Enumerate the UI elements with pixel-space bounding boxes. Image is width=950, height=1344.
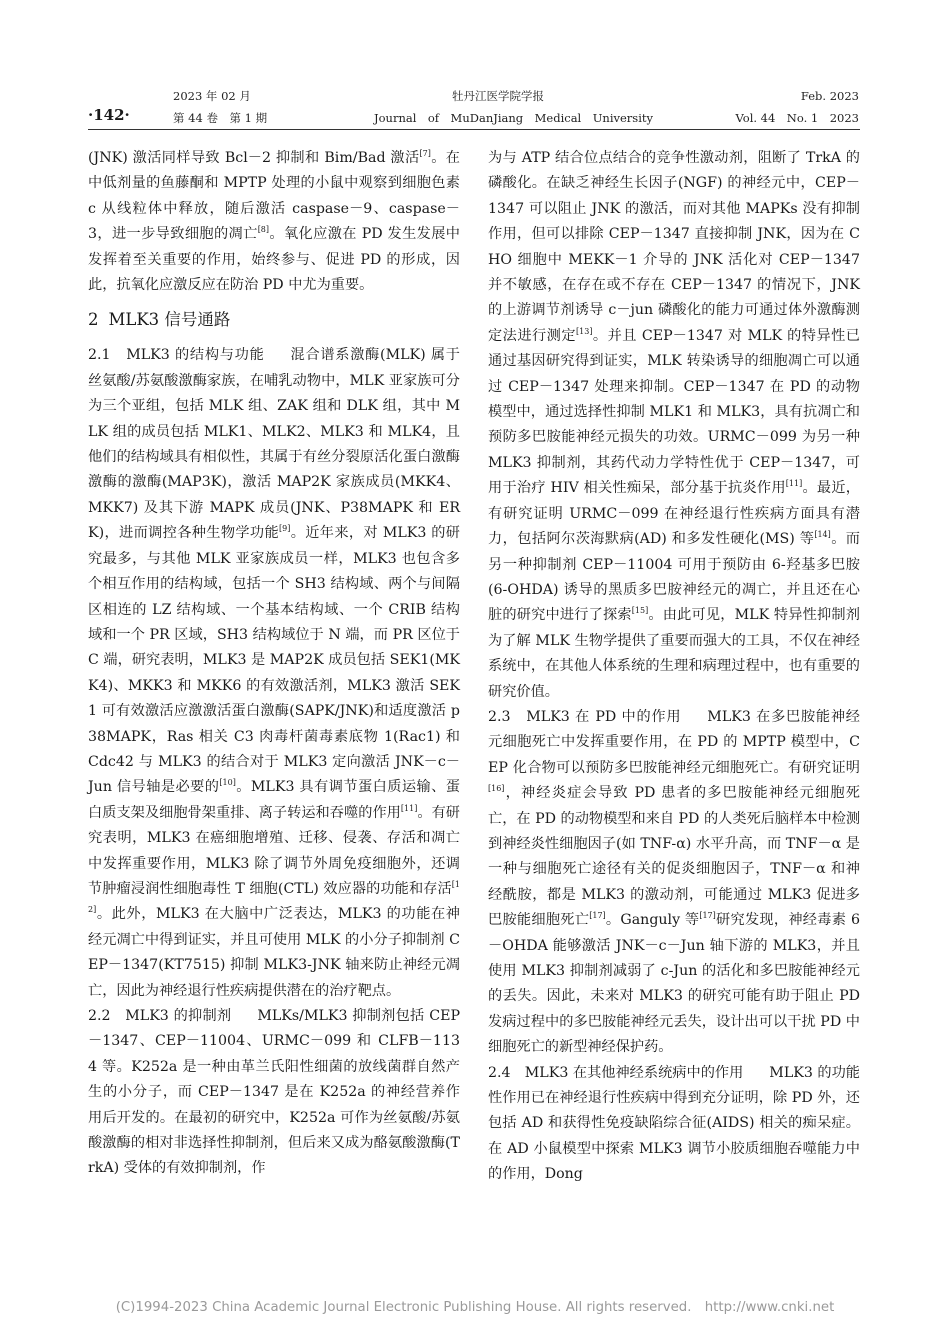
header-rule (88, 129, 860, 130)
citation-ref: [15] (631, 606, 649, 616)
header-volume-en: Vol. 44 No. 1 2023 (735, 111, 859, 125)
paragraph-2-1: 2.1 MLK3 的结构与功能 混合谱系激酶(MLK) 属于丝氨酸/苏氨酸激酶家族，在哺乳动物中，MLK 亚家族可分为三个亚组，包括 MLK 组、ZAK 组和 DLK 组，其中 MLK 组的成员包括 MLK1、MLK2、MLK3 和 MLK4，且他们的结构域具有相似性，其属于有丝分裂原活化蛋白激酶激酶的激酶(MAP3K)，激活 MAP2K 家族成员(MKK4、MKK7) 及其下游 MAPK 成员(JNK、P38MAPK 和 ERK)，进而调控各种生物学功能[9]。近年来，对 MLK3 的研究最多，与其他 MLK 亚家族成员一样，MLK3 也包含多个相互作用的结构域，包括一个 SH3 结构域、两个与间隔区相连的 LZ 结构域、一个基本结构域、一个 CRIB 结构域和一个 PR 区域，SH3 结构域位于 N 端，而 PR 区位于 C 端，研究表明，MLK3 是 MAP2K 成员包括 SEK1(MKK4)、MKK3 和 MKK6 的有效激活剂，MLK3 激活 SEK1 可有效激活应激激活蛋白激酶(SAPK/JNK)和适度激活 p38MAPK，Ras 相关 C3 肉毒杆菌毒素底物 1(Rac1) 和 Cdc42 与 MLK3 的结合对于 MLK3 定向激活 JNK－c－Jun 信号轴是必要的[10]。MLK3 具有调节蛋白质运输、蛋白质支架及细胞骨架重排、离子转运和吞噬的作用[11]。有研究表明，MLK3 在癌细胞增殖、迁移、侵袭、存活和凋亡中发挥重要作用，MLK3 除了调节外周免疫细胞外，还调节肿瘤浸润性细胞毒性 T 细胞(CTL) 效应器的功能和存活[12]。此外，MLK3 在大脑中广泛表达，MLK3 的功能在神经元凋亡中得到证实，并且可使用 MLK 的小分子抑制剂 CEP－1347(KT7515) 抑制 MLK3-JNK 轴来防止神经元凋亡，因此为神经退行性疾病提供潜在的治疗靶点。 (88, 347, 460, 999)
subsection-heading-2-1: 2.1 MLK3 的结构与功能 (88, 347, 265, 364)
left-column (88, 146, 460, 1182)
citation-ref: [17] (699, 911, 716, 921)
citation-ref: [13] (576, 326, 593, 336)
citation-ref: [16] (488, 784, 505, 794)
section-heading-2: 2 MLK3 信号通路 (88, 310, 231, 330)
subsection-heading-2-4: 2.4 MLK3 在其他神经系统病中的作用 (488, 1064, 744, 1081)
page-number: ·142· (88, 106, 130, 124)
citation-ref: [11] (785, 479, 803, 489)
citation-ref: [17] (589, 911, 606, 921)
paragraph-2-2: 2.2 MLK3 的抑制剂 MLKs/MLK3 抑制剂包括 CEP－1347、CEP－11004、URMC－099 和 CLFB－1134 等。K252a 是一种由革兰氏阳性细菌的放线菌群自然产生的小分子，而 CEP－1347 是在 K252a 的神经营养作用后开发的。在最初的研究中，K252a 可作为丝氨酸/苏氨酸激酶的相对非选择性抑制剂，但后来又成为酪氨酸激酶(TrkA) 受体的有效抑制剂，作 (88, 1008, 460, 1177)
header-journal-en: Journal of MuDanJiang Medical University (374, 111, 654, 125)
citation-ref: [14] (814, 530, 831, 540)
paragraph-oxidative-stress: (JNK) 激活同样导致 Bcl－2 抑制和 Bim/Bad 激活[7]。在中低剂量的鱼藤酮和 MPTP 处理的小鼠中观察到细胞色素 c 从线粒体中释放，随后激活 caspase－9、caspase－3，进一步导致细胞的凋亡[8]。氧化应激在 PD 发生发展中发挥着至关重要的作用，始终参与、促进 PD 的形成，因此，抗氧化应激反应在防治 PD 中尤为重要。 (88, 149, 460, 294)
citation-ref: [7] (419, 149, 431, 158)
header-date-cn: 2023 年 02 月 (173, 89, 251, 103)
header-journal-cn: 牡丹江医学院学报 (452, 89, 544, 103)
subsection-heading-2-3: 2.3 MLK3 在 PD 中的作用 (488, 708, 682, 725)
citation-ref: [12] (88, 879, 460, 915)
copyright-footer: (C)1994-2023 China Academic Journal Electronic Publishing House. All rights reserved. http://www.cnki.net (115, 1300, 835, 1315)
paragraph-2-3: 2.3 MLK3 在 PD 中的作用 MLK3 在多巴胺能神经元细胞死亡中发挥重要作用，在 PD 的 MPTP 模型中，CEP 化合物可以预防多巴胺能神经元细胞死亡。有研究证明[16]，神经炎症会导致 PD 患者的多巴胺能神经元细胞死亡，在 PD 的动物模型和来自 PD 的人类死后脑样本中检测到神经炎性细胞因子(如 TNF-α) 水平升高，而 TNF－α 是一种与细胞死亡途径有关的促炎细胞因子，TNF－α 和神经酰胺，都是 MLK3 的激动剂，可能通过 MLK3 促进多巴胺能细胞死亡[17]。Ganguly 等[17]研究发现，神经毒素 6－OHDA 能够激活 JNK－c－Jun 轴下游的 MLK3，并且使用 MLK3 抑制剂减弱了 c-Jun 的活化和多巴胺能神经元的丢失。因此，未来对 MLK3 的研究可能有助于阻止 PD 发病过程中的多巴胺能神经元丢失，设计出可以干扰 PD 中细胞死亡的新型神经保护药。 (488, 708, 861, 1056)
paragraph-inhibitors-continued: 为与 ATP 结合位点结合的竞争性激动剂，阻断了 TrkA 的磷酸化。在缺乏神经生长因子(NGF) 的神经元中，CEP－1347 可以阻止 JNK 的激活，而对其他 MAPKs 没有抑制作用，但可以排除 CEP－1347 直接抑制 JNK，因为在 CHO 细胞中 MEKK－1 介导的 JNK 活化对 CEP－1347 并不敏感，在存在或不存在 CEP－1347 的情况下，JNK 的上游调节剂诱导 c－jun 磷酸化的能力可通过体外激酶测定法进行测定[13]。并且 CEP－1347 对 MLK 的特异性已通过基因研究得到证实，MLK 转染诱导的细胞凋亡可以通过 CEP－1347 处理来抑制。CEP－1347 在 PD 的动物模型中，通过选择性抑制 MLK1 和 MLK3，具有抗凋亡和预防多巴胺能神经元损失的功效。URMC－099 为另一种 MLK3 抑制剂，其药代动力学特性优于 CEP－1347，可用于治疗 HIV 相关性痴呆，部分基于抗炎作用[11]。最近，有研究证明 URMC－099 在神经退行性疾病方面具有潜力，包括阿尔茨海默病(AD) 和多发性硬化(MS) 等[14]。而另一种抑制剂 CEP－11004 可用于预防由 6-羟基多巴胺(6-OHDA) 诱导的黑质多巴胺神经元的凋亡，并且还在心脏的研究中进行了探索[15]。由此可见，MLK 特异性抑制剂为了解 MLK 生物学提供了重要而强大的工具，不仅在神经系统中，在其他人体系统的生理和病理过程中，也有重要的研究价值。 (488, 150, 860, 700)
header-volume-cn: 第 44 卷 第 1 期 (173, 111, 268, 125)
paragraph-2-4: 2.4 MLK3 在其他神经系统病中的作用 MLK3 的功能性作用已在神经退行性疾病中得到充分证明，除 PD 外，还包括 AD 和获得性免疫缺陷综合征(AIDS) 相关的痴呆症。在 AD 小鼠模型中探索 MLK3 调节小胶质细胞吞噬能力中的作用，Dong (488, 1064, 860, 1183)
subsection-heading-2-2: 2.2 MLK3 的抑制剂 (88, 1008, 232, 1024)
citation-ref: [11] (400, 803, 418, 813)
header-date-en: Feb. 2023 (800, 89, 859, 103)
citation-ref: [10] (219, 778, 236, 788)
citation-ref: [9] (279, 524, 291, 534)
citation-ref: [8] (257, 225, 270, 235)
right-column (488, 146, 860, 1188)
